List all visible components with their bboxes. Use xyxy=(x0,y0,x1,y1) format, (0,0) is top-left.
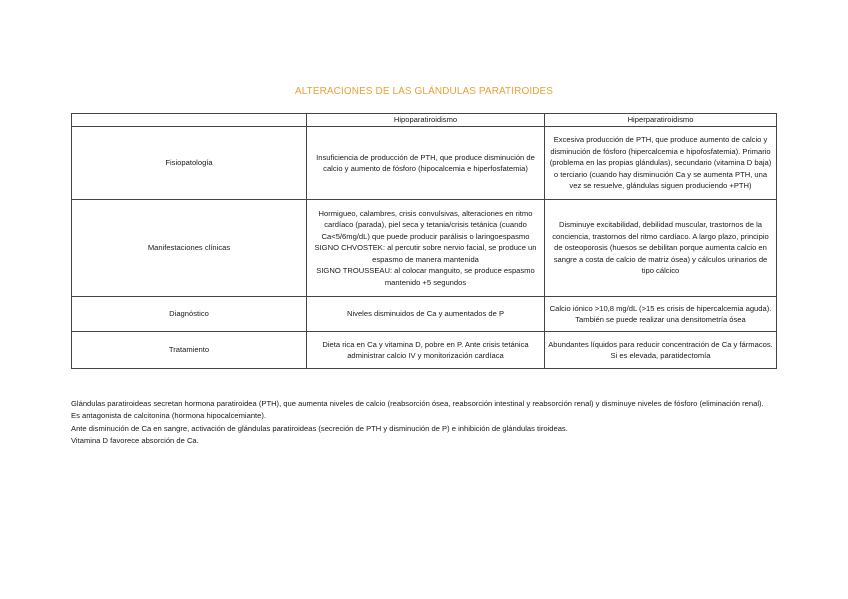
cell-hiper-diagnostico: Calcio iónico >10,8 mg/dL (>15 es crisis de hipercalcemia aguda). También se puede realizar una densitometría ósea xyxy=(545,297,777,332)
row-label-tratamiento: Tratamiento xyxy=(72,332,307,369)
signo-chvostek: SIGNO CHVOSTEK: al percutir sobre nervio facial, se produce un espasmo de manera mantenida xyxy=(314,243,537,264)
cell-hiper-manifestaciones: Disminuye excitabilidad, debilidad muscular, trastornos de la conciencia, trastornos del ritmo cardíaco. A largo plazo, principio de osteoporosis (huesos se debilitan porque aumenta calcio en sangre a costa de calcio de matriz ósea) y cálculos urinarios de tipo cálcico xyxy=(545,200,777,297)
note-paragraph: Ante disminución de Ca en sangre, activación de glándulas paratiroideas (secreción de PTH y disminución de P) e inhibición de glándulas tiroideas. xyxy=(71,423,568,433)
cell-hipo-diagnostico: Niveles disminuidos de Ca y aumentados de P xyxy=(307,297,545,332)
row-label-fisiopatologia: Fisiopatología xyxy=(72,127,307,200)
header-hiperparatiroidismo: Hiperparatiroidismo xyxy=(545,114,777,127)
manifestaciones-sintomas: Hormigueo, calambres, crisis convulsivas, alteraciones en ritmo cardíaco (parada), piel seca y tetania/crisis tetánica (cuando Ca<5/6mg/dL) que puede producir parálisis o laringoespasmo xyxy=(318,209,533,241)
table-row xyxy=(72,297,777,332)
cell-hipo-fisiopatologia: Insuficiencia de producción de PTH, que produce disminución de calcio y aumento de fósforo (hipocalcemia e hiperfosfatemia) xyxy=(307,127,545,200)
cell-hipo-tratamiento: Dieta rica en Ca y vitamina D, pobre en P. Ante crisis tetánica administrar calcio IV y monitorización cardíaca xyxy=(307,332,545,369)
page-title: ALTERACIONES DE LAS GLÁNDULAS PARATIROIDES xyxy=(294,86,554,97)
comparison-table xyxy=(71,113,777,369)
signo-trousseau: SIGNO TROUSSEAU: al colocar manguito, se produce espasmo mantenido +5 segundos xyxy=(316,266,535,287)
header-empty-cell xyxy=(72,114,307,127)
header-hipoparatiroidismo: Hipoparatiroidismo xyxy=(307,114,545,127)
cell-hiper-tratamiento: Abundantes líquidos para reducir concentración de Ca y fármacos. Si es elevada, paratidectomía xyxy=(545,332,777,369)
row-label-diagnostico: Diagnóstico xyxy=(72,297,307,332)
table-header-row xyxy=(72,114,777,127)
cell-hiper-fisiopatologia: Excesiva producción de PTH, que produce aumento de calcio y disminución de fósforo (hipercalcemia e hipofosfatemia). Primario (problema en las propias glándulas), secundario (vitamina D baja) o terciario (cuando hay disminución Ca y se aumenta PTH, una vez se resuelve, glándulas siguen produciendo +PTH) xyxy=(545,127,777,200)
row-label-manifestaciones: Manifestaciones clínicas xyxy=(72,200,307,297)
notes-section xyxy=(71,398,771,447)
table-row xyxy=(72,200,777,297)
note-paragraph: Vitamina D favorece absorción de Ca. xyxy=(71,435,199,445)
cell-hipo-manifestaciones xyxy=(307,200,545,297)
note-paragraph: Glándulas paratiroideas secretan hormona paratiroidea (PTH), que aumenta niveles de calcio (reabsorción ósea, reabsorción intestinal y reabsorción renal) y disminuye niveles de fósforo (eliminación renal). Es antagonista de calcitonina (hormona hipocalcemiante). xyxy=(71,399,764,421)
table-row xyxy=(72,332,777,369)
table-row xyxy=(72,127,777,200)
